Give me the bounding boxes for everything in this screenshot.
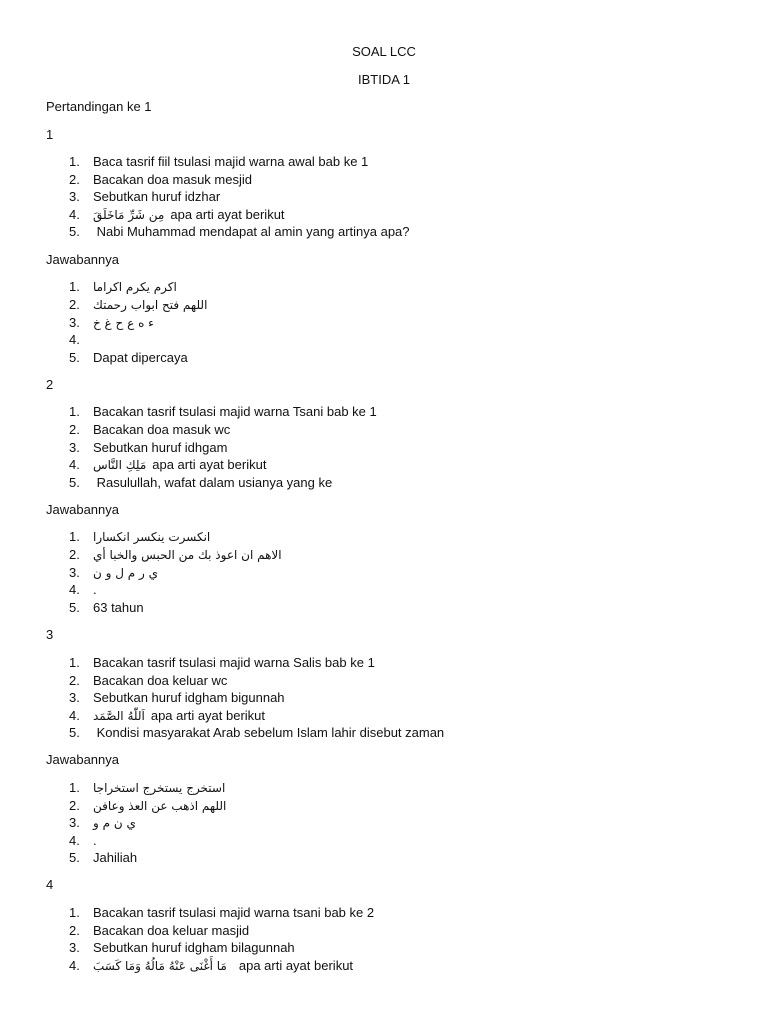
question-text: Bacakan doa keluar masjid [93,923,250,938]
question-text: Bacakan tasrif tsulasi majid warna Salis bab ke 1 [93,655,375,670]
answers-label: Jawabannya [46,252,119,267]
question-text: Nabi Muhammad mendapat al amin yang artinya apa? [93,224,410,239]
question-text: apa arti ayat berikut [150,708,266,723]
answer-arabic: استخرج يستخرج استخراجا [93,781,226,795]
item-number: 2. [69,923,80,938]
answer-item [69,564,158,581]
question-item [69,171,252,188]
answer-arabic: ء ه ع ح غ خ [93,316,154,330]
answer-arabic: الاهم ان اعوذ بك من الحبس والخبا أي [93,548,282,562]
answer-item [69,779,225,796]
question-text: Sebutkan huruf idzhar [93,189,221,204]
answer-item [69,278,177,295]
question-item [69,724,444,741]
answers-label: Jawabannya [46,752,119,767]
answer-item [69,314,154,331]
question-text: Kondisi masyarakat Arab sebelum Islam lahir disebut zaman [93,725,445,740]
answer-item [69,849,137,866]
item-number: 3. [69,565,80,580]
round-number: 4 [46,877,54,892]
question-text: apa arti ayat berikut [152,457,267,472]
question-item [69,672,227,689]
arabic-verse: اَللّٰهُ الصَّمَد [93,709,145,723]
answer-text: 63 tahun [93,600,144,615]
question-item [69,922,249,939]
item-number: 4. [69,457,80,472]
question-item [69,689,285,706]
answer-text: Jahiliah [93,850,138,865]
question-item [69,403,377,420]
item-number: 3. [69,440,80,455]
item-number: 4. [69,833,80,848]
round-number: 1 [46,127,54,142]
item-number: 4. [69,582,80,597]
answers-label: Jawabannya [46,502,119,517]
item-number: 5. [69,224,80,239]
answer-item [69,296,207,313]
item-number: 2. [69,547,80,562]
answer-arabic: ي ر م ل و ن [93,566,159,580]
answer-item [69,331,93,348]
answer-item [69,349,188,366]
question-item [69,439,227,456]
question-text: Sebutkan huruf idhgam [93,440,228,455]
item-number: 5. [69,725,80,740]
item-number: 3. [69,189,80,204]
item-number: 3. [69,315,80,330]
question-text: apa arti ayat berikut [238,958,354,973]
question-item [69,474,332,491]
document-subtitle: IBTIDA 1 [357,72,411,87]
question-text: Bacakan tasrif tsulasi majid warna Tsani bab ke 1 [93,404,377,419]
question-text: Bacakan doa masuk mesjid [93,172,252,187]
item-number: 5. [69,475,80,490]
item-number: 5. [69,850,80,865]
question-text: Baca tasrif fiil tsulasi majid warna awal bab ke 1 [93,154,369,169]
question-text: Rasulullah, wafat dalam usianya yang ke [93,475,333,490]
item-number: 2. [69,422,80,437]
answer-item [69,528,210,545]
item-number: 1. [69,279,80,294]
item-number: 3. [69,815,80,830]
answer-item [69,581,97,598]
answer-text: Dapat dipercaya [93,350,188,365]
answer-item [69,832,97,849]
arabic-verse: مِن شَرِّ مَاخَلَقَ [93,208,165,222]
question-text: Bacakan tasrif tsulasi majid warna tsani bab ke 2 [93,905,375,920]
item-number: 2. [69,798,80,813]
answer-arabic: اللهم فتح ابواب رحمتك [93,298,208,312]
answer-text: . [93,582,97,597]
question-item [69,957,353,974]
item-number: 1. [69,404,80,419]
item-number: 2. [69,297,80,312]
item-number: 1. [69,780,80,795]
round-number: 2 [46,377,54,392]
item-number: 2. [69,673,80,688]
item-number: 3. [69,940,80,955]
question-item [69,456,266,473]
answer-arabic: اكرم يكرم اكراما [93,280,177,294]
question-item [69,206,285,223]
question-item [69,153,368,170]
question-item [69,707,265,724]
question-text: Sebutkan huruf idgham bigunnah [93,690,285,705]
item-number: 4. [69,207,80,222]
item-number: 1. [69,154,80,169]
question-item [69,421,230,438]
answer-arabic: انكسرت ينكسر انكسارا [93,530,211,544]
question-item [69,939,295,956]
section-title: Pertandingan ke 1 [46,99,152,114]
question-item [69,223,410,240]
item-number: 4. [69,708,80,723]
answer-item [69,797,226,814]
answer-item [69,814,136,831]
question-text: Sebutkan huruf idgham bilagunnah [93,940,295,955]
item-number: 5. [69,600,80,615]
question-item [69,904,374,921]
arabic-verse: مَا أَغْنَى عَنْهُ مَالُهُ وَمَا كَسَبَ [93,959,227,973]
item-number: 1. [69,529,80,544]
item-number: 1. [69,905,80,920]
answer-arabic: ي ن م و [93,816,136,830]
answer-arabic: اللهم اذهب عن العذ وعافن [93,799,227,813]
round-number: 3 [46,627,54,642]
question-text: Bacakan doa masuk wc [93,422,231,437]
item-number: 3. [69,690,80,705]
document-title: SOAL LCC [352,44,416,59]
item-number: 5. [69,350,80,365]
item-number: 1. [69,655,80,670]
item-number: 4. [69,958,80,973]
question-item [69,654,375,671]
question-text: apa arti ayat berikut [170,207,285,222]
answer-item [69,599,144,616]
answer-item [69,546,282,563]
item-number: 4. [69,332,80,347]
answer-text: . [93,833,97,848]
question-text: Bacakan doa keluar wc [93,673,228,688]
arabic-verse: مَلِكِ النَّاس [93,458,147,472]
question-item [69,188,220,205]
item-number: 2. [69,172,80,187]
